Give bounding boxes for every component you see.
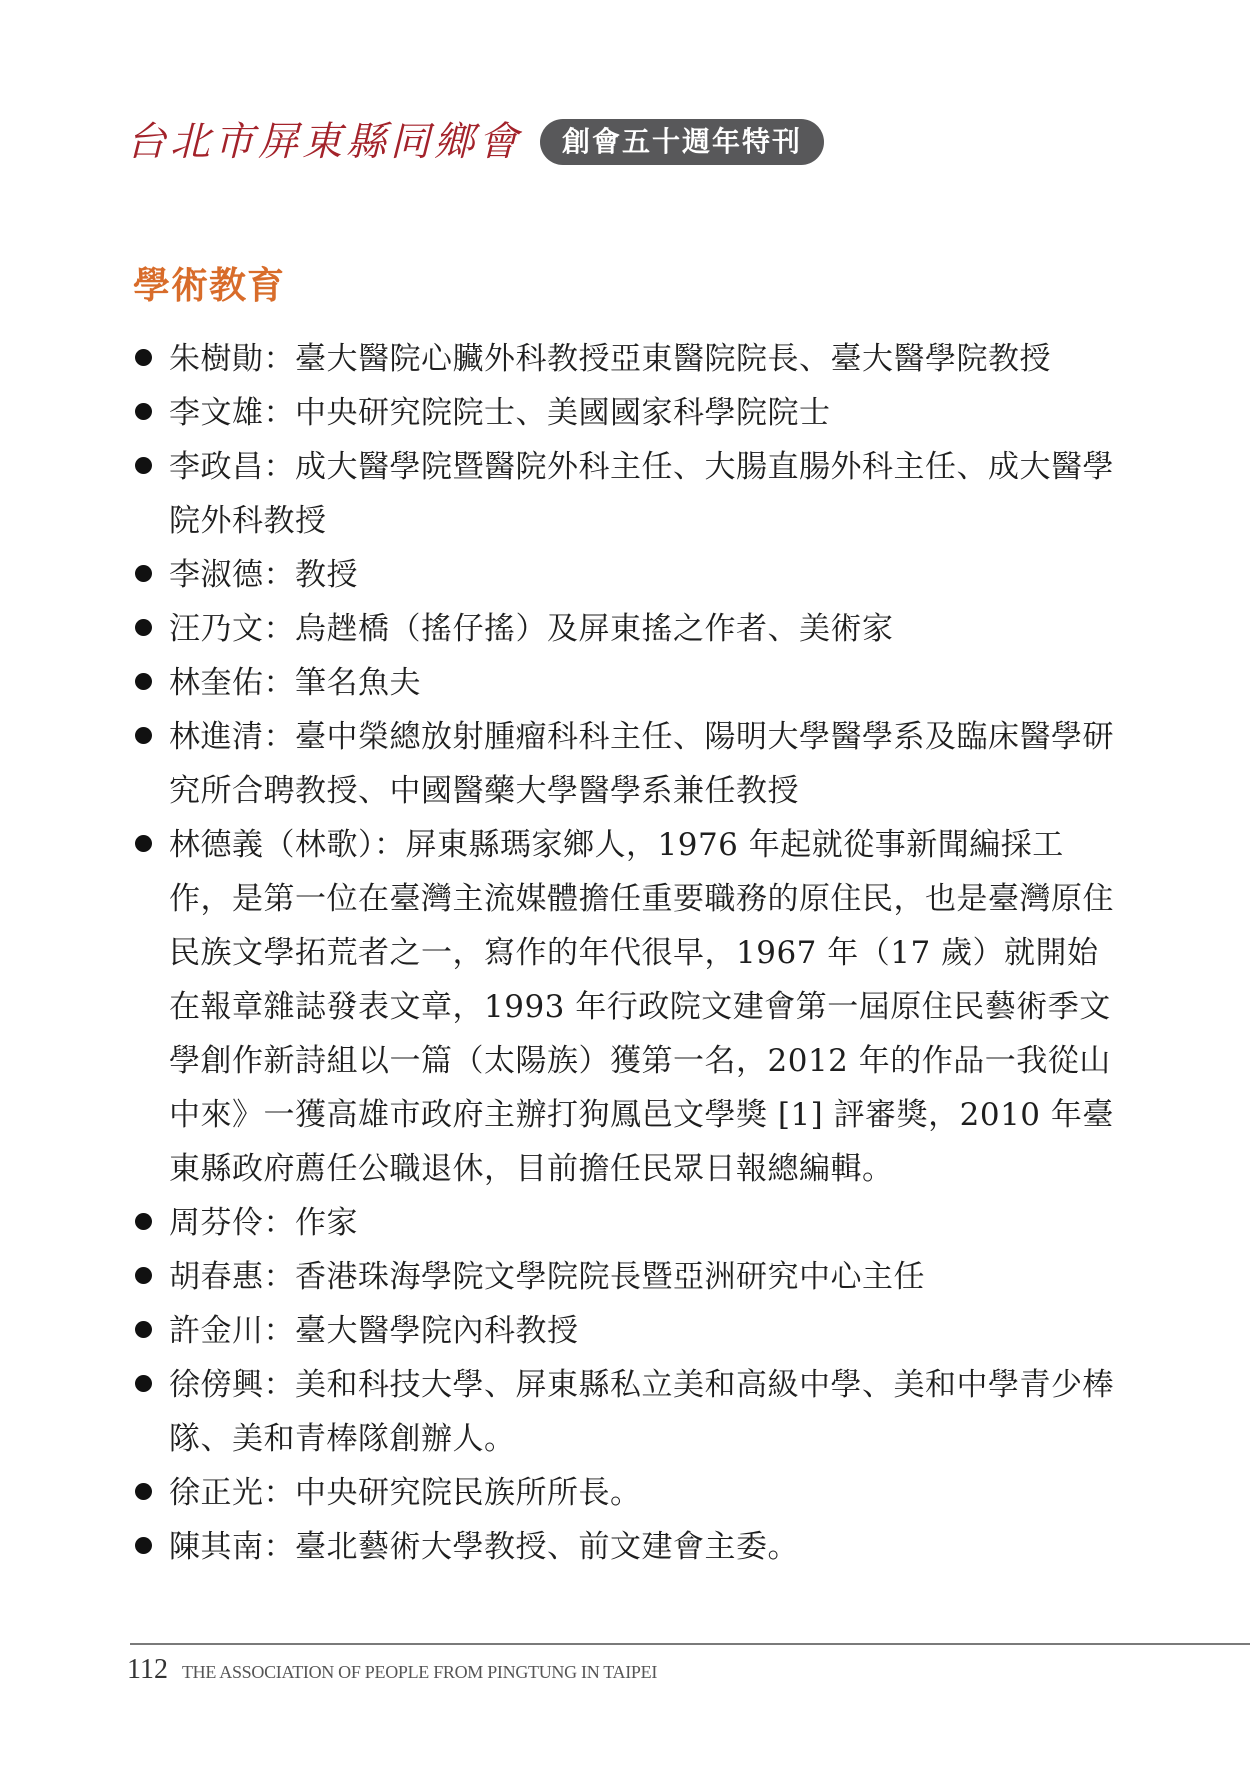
list-item-text: 周芬伶：作家: [169, 1205, 358, 1241]
list-item-text: 李政昌：成大醫學院暨醫院外科主任、大腸直腸外科主任、成大醫學院外科教授: [169, 449, 1114, 539]
bullet-icon: [135, 727, 152, 744]
bullet-icon: [135, 673, 152, 690]
bullet-icon: [135, 1321, 152, 1338]
page-header: [126, 112, 824, 172]
list-item-text: 李淑德：教授: [169, 557, 358, 593]
bullet-icon: [135, 457, 152, 474]
list-item-text: 陳其南：臺北藝術大學教授、前文建會主委。: [169, 1529, 799, 1565]
list-item: [133, 656, 1123, 710]
list-item: [133, 1358, 1123, 1466]
list-item: [133, 818, 1123, 1196]
bullet-icon: [135, 1537, 152, 1554]
org-title: 台北市屏東縣同鄉會: [126, 119, 522, 165]
list-item-text: 林進清：臺中榮總放射腫瘤科科主任、陽明大學醫學系及臨床醫學研究所合聘教授、中國醫藥大學醫學系兼任教授: [169, 719, 1114, 809]
list-item: [133, 548, 1123, 602]
bullet-icon: [135, 835, 152, 852]
bullet-icon: [135, 349, 152, 366]
section-title: 學術教育: [133, 264, 285, 307]
bullet-icon: [135, 1213, 152, 1230]
bullet-icon: [135, 619, 152, 636]
bullet-icon: [135, 403, 152, 420]
list-item: [133, 1250, 1123, 1304]
list-item: [133, 1304, 1123, 1358]
list-item: [133, 1196, 1123, 1250]
footer-text: THE ASSOCIATION OF PEOPLE FROM PINGTUNG IN TAIPEI: [181, 1662, 658, 1682]
bullet-icon: [135, 1267, 152, 1284]
list-item: [133, 1466, 1123, 1520]
issue-badge: 創會五十週年特刊: [540, 119, 824, 165]
list-item-text: 許金川：臺大醫學院內科教授: [169, 1313, 579, 1349]
list-item-text: 汪乃文：烏趖橋（搖仔搖）及屏東搖之作者、美術家: [169, 611, 894, 647]
person-list: [133, 332, 1123, 1574]
list-item: [133, 602, 1123, 656]
list-item-text: 胡春惠：香港珠海學院文學院院長暨亞洲研究中心主任: [169, 1259, 925, 1295]
bullet-icon: [135, 1483, 152, 1500]
page-number: 112: [127, 1654, 168, 1685]
list-item-text: 林德義（林歌）：屏東縣瑪家鄉人，1976 年起就從事新聞編採工作，是第一位在臺灣主流媒體擔任重要職務的原住民，也是臺灣原住民族文學拓荒者之一，寫作的年代很早，1967 年（17 歲）就開始在報章雜誌發表文章，1993 年行政院文建會第一屆原住民藝術季文學創作新詩組以一篇（太陽族）獲第一名，2012 年的作品一我從山中來》一獲高雄市政府主辦打狗鳳邑文學獎 [1] 評審獎，2010 年臺東縣政府薦任公職退休，目前擔任民眾日報總編輯。: [169, 827, 1114, 1187]
footer-rule: [130, 1643, 1250, 1645]
list-item: [133, 440, 1123, 548]
list-item: [133, 710, 1123, 818]
list-item: [133, 1520, 1123, 1574]
page-footer: [127, 1650, 657, 1692]
list-item: [133, 386, 1123, 440]
bullet-icon: [135, 1375, 152, 1392]
list-item-text: 朱樹勛：臺大醫院心臟外科教授亞東醫院院長、臺大醫學院教授: [169, 341, 1051, 377]
list-item-text: 徐傍興：美和科技大學、屏東縣私立美和高級中學、美和中學青少棒隊、美和青棒隊創辦人。: [169, 1367, 1114, 1457]
bullet-icon: [135, 565, 152, 582]
list-item-text: 徐正光：中央研究院民族所所長。: [169, 1475, 642, 1511]
list-item: [133, 332, 1123, 386]
list-item-text: 林奎佑：筆名魚夫: [169, 665, 421, 701]
list-item-text: 李文雄：中央研究院院士、美國國家科學院院士: [169, 395, 831, 431]
